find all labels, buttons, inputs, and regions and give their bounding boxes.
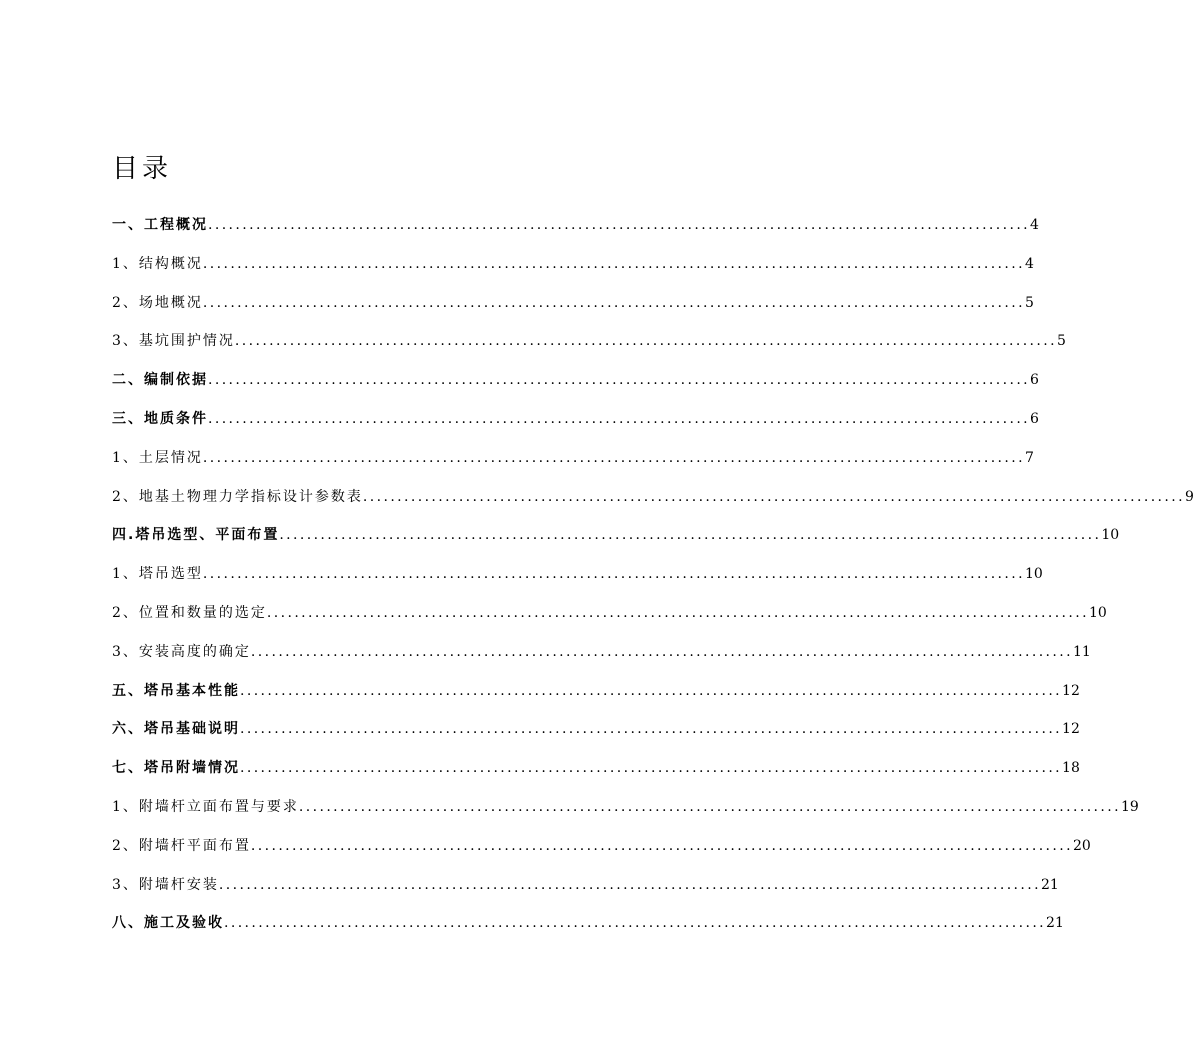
toc-entry-title: 六、塔吊基础说明 bbox=[112, 721, 240, 738]
toc-entry-title: 四.塔吊选型、平面布置 bbox=[112, 527, 280, 544]
toc-entry-title: 2、场地概况 bbox=[112, 294, 203, 311]
toc-entry-page-number: 5 bbox=[1024, 294, 1034, 311]
toc-entry[interactable] bbox=[112, 330, 1066, 352]
toc-dot-leader: ........................................................................................................................ bbox=[240, 760, 1063, 777]
toc-entry[interactable] bbox=[112, 369, 1039, 391]
toc-entry-page-number: 11 bbox=[1072, 643, 1091, 660]
toc-entry-title: 3、附墙杆安装 bbox=[112, 876, 219, 893]
toc-entry[interactable] bbox=[112, 486, 1194, 508]
toc-entry-page-number: 20 bbox=[1072, 837, 1091, 854]
toc-dot-leader: ........................................................................................................................ bbox=[202, 449, 1025, 466]
toc-entry[interactable] bbox=[112, 912, 1064, 934]
toc-dot-leader: ........................................................................................................................ bbox=[202, 566, 1025, 583]
toc-entry-title: 2、位置和数量的选定 bbox=[112, 605, 267, 621]
toc-dot-leader: ........................................................................................................................ bbox=[362, 488, 1185, 505]
toc-dot-leader: ........................................................................................................................ bbox=[208, 217, 1031, 233]
toc-entry-title: 一、工程概况 bbox=[112, 217, 208, 233]
toc-entry-title: 三、地质条件 bbox=[112, 411, 208, 427]
toc-entry[interactable] bbox=[112, 292, 1034, 314]
toc-entry-page-number: 21 bbox=[1040, 876, 1059, 893]
toc-entry-page-number: 21 bbox=[1046, 915, 1064, 932]
toc-entry-title: 2、地基土物理力学指标设计参数表 bbox=[112, 488, 363, 505]
toc-entry[interactable] bbox=[112, 447, 1034, 469]
toc-entry-title: 七、塔吊附墙情况 bbox=[112, 760, 240, 777]
toc-dot-leader: ........................................................................................................................ bbox=[234, 333, 1057, 350]
toc-entry[interactable] bbox=[112, 563, 1043, 585]
toc-entry-page-number: 12 bbox=[1062, 682, 1080, 699]
toc-entry-page-number: 4 bbox=[1024, 255, 1034, 272]
toc-entry-title: 2、附墙杆平面布置 bbox=[112, 837, 251, 854]
toc-entry-page-number: 18 bbox=[1062, 760, 1080, 777]
toc-entry[interactable] bbox=[112, 874, 1059, 896]
toc-entry[interactable] bbox=[112, 835, 1091, 857]
toc-dot-leader: ........................................................................................................................ bbox=[298, 799, 1121, 815]
toc-entry-page-number: 10 bbox=[1088, 605, 1107, 621]
toc-entry-title: 1、土层情况 bbox=[112, 449, 203, 466]
toc-entry-title: 1、塔吊选型 bbox=[112, 566, 203, 583]
toc-entry-page-number: 6 bbox=[1030, 372, 1039, 389]
page-title: 目录 bbox=[112, 154, 173, 184]
toc-dot-leader: ........................................................................................................................ bbox=[250, 837, 1073, 854]
toc-entry[interactable] bbox=[112, 718, 1080, 740]
toc-dot-leader: ........................................................................................................................ bbox=[250, 643, 1073, 660]
toc-entry-page-number: 6 bbox=[1030, 411, 1039, 427]
toc-entry-page-number: 10 bbox=[1024, 566, 1043, 583]
toc-entry[interactable] bbox=[112, 408, 1039, 430]
toc-entry[interactable] bbox=[112, 602, 1107, 624]
toc-entry[interactable] bbox=[112, 680, 1080, 702]
toc-entry-title: 3、基坑围护情况 bbox=[112, 333, 235, 350]
toc-entry[interactable] bbox=[112, 757, 1080, 779]
toc-entry-page-number: 10 bbox=[1101, 527, 1120, 544]
toc-dot-leader: ........................................................................................................................ bbox=[240, 721, 1063, 738]
toc-dot-leader: ........................................................................................................................ bbox=[240, 682, 1063, 699]
toc-entry[interactable] bbox=[112, 796, 1139, 818]
toc-entry[interactable] bbox=[112, 214, 1039, 236]
toc-dot-leader: ........................................................................................................................ bbox=[202, 294, 1025, 311]
toc-entry[interactable] bbox=[112, 641, 1091, 663]
toc-entry-title: 3、安装高度的确定 bbox=[112, 643, 251, 660]
toc-dot-leader: ........................................................................................................................ bbox=[208, 372, 1031, 389]
toc-dot-leader: ........................................................................................................................ bbox=[266, 605, 1089, 621]
toc-dot-leader: ........................................................................................................................ bbox=[279, 527, 1102, 544]
toc-entry-page-number: 7 bbox=[1024, 449, 1034, 466]
toc-entry-page-number: 9 bbox=[1184, 488, 1194, 505]
toc-dot-leader: ........................................................................................................................ bbox=[224, 915, 1047, 932]
toc-entry[interactable] bbox=[112, 524, 1120, 546]
toc-entry-title: 八、施工及验收 bbox=[112, 915, 224, 932]
toc-dot-leader: ........................................................................................................................ bbox=[208, 411, 1031, 427]
toc-entry-page-number: 4 bbox=[1030, 217, 1039, 233]
toc-entry-title: 1、附墙杆立面布置与要求 bbox=[112, 799, 299, 815]
toc-entry-title: 二、编制依据 bbox=[112, 372, 208, 389]
toc-entry-title: 1、结构概况 bbox=[112, 255, 203, 272]
toc-entry-page-number: 19 bbox=[1120, 799, 1139, 815]
toc-entry-title: 五、塔吊基本性能 bbox=[112, 682, 240, 699]
toc-entry-page-number: 12 bbox=[1062, 721, 1080, 738]
toc-dot-leader: ........................................................................................................................ bbox=[202, 255, 1025, 272]
toc-entry-page-number: 5 bbox=[1056, 333, 1066, 350]
toc-dot-leader: ........................................................................................................................ bbox=[218, 876, 1041, 893]
toc-entry[interactable] bbox=[112, 253, 1034, 275]
